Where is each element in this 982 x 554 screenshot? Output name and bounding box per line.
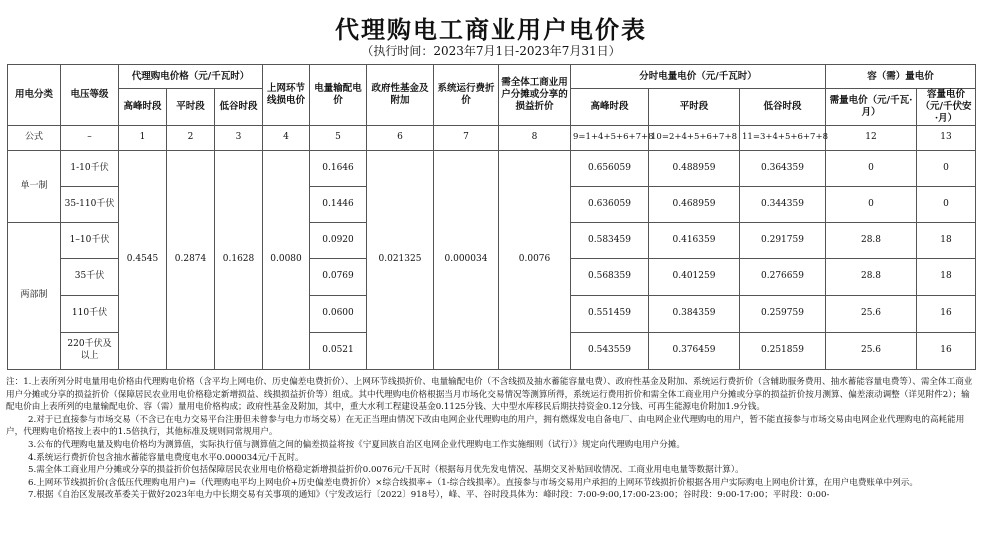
tou-valley-cell: 0.344359 bbox=[740, 186, 826, 222]
capacity-cell: 16 bbox=[917, 332, 976, 369]
tou-valley-cell: 0.291759 bbox=[740, 222, 826, 258]
capacity-cell: 0 bbox=[917, 150, 976, 186]
demand-cell: 0 bbox=[826, 150, 917, 186]
header-trans-loss: 上网环节线损电价 bbox=[263, 65, 310, 126]
tou-flat-cell: 0.468959 bbox=[649, 186, 740, 222]
shared-loss-share: 0.0076 bbox=[499, 150, 571, 369]
transmission-cell: 0.0521 bbox=[310, 332, 367, 369]
formula-cell: 12 bbox=[826, 125, 917, 150]
formula-cell: 4 bbox=[263, 125, 310, 150]
header-peak: 高峰时段 bbox=[119, 89, 167, 126]
formula-cell: 10=2+4+5+6+7+8 bbox=[649, 125, 740, 150]
category-single: 单一制 bbox=[8, 150, 61, 222]
formula-cell: 2 bbox=[167, 125, 215, 150]
voltage-cell: 35-110千伏 bbox=[61, 186, 119, 222]
header-loss-share: 需全体工商业用户分摊或分享的损益折价 bbox=[499, 65, 571, 126]
formula-cell: 9=1+4+5+6+7+8 bbox=[571, 125, 649, 150]
note-6: 6.上网环节线损折价(含低压代理购电用户)=（代理购电平均上网电价+历史偏差电费折价）×综合线损率÷（1-综合线损率）。直接参与市场交易用户承担的上网环节线损折价根据各用户实际购电上网电价计算，在用户电费账单中列示。 bbox=[28, 477, 918, 488]
demand-cell: 25.6 bbox=[826, 295, 917, 332]
demand-cell: 28.8 bbox=[826, 222, 917, 258]
note-2: 2.对于已直接参与市场交易（不含已在电力交易平台注册但未曾参与电力市场交易）在无正当理由情况下改由电网企业代理购电的用户，拥有燃煤发电自备电厂、由电网企业代理购电的用户，暂不能直接参与市场交易由电网企业代理购电的高耗能用户，代理购电价格按上表中的1.5倍执行，其他标准及规则同常规用户。 bbox=[6, 414, 965, 438]
tou-valley-cell: 0.364359 bbox=[740, 150, 826, 186]
capacity-cell: 18 bbox=[917, 222, 976, 258]
price-table bbox=[7, 64, 976, 370]
voltage-cell: 220千伏及以上 bbox=[61, 332, 119, 369]
tou-flat-cell: 0.376459 bbox=[649, 332, 740, 369]
voltage-cell: 35千伏 bbox=[61, 258, 119, 295]
tou-flat-cell: 0.488959 bbox=[649, 150, 740, 186]
voltage-cell: 110千伏 bbox=[61, 295, 119, 332]
formula-cell: 6 bbox=[367, 125, 434, 150]
shared-flat: 0.2874 bbox=[167, 150, 215, 369]
tou-valley-cell: 0.259759 bbox=[740, 295, 826, 332]
shared-peak: 0.4545 bbox=[119, 150, 167, 369]
transmission-cell: 0.1646 bbox=[310, 150, 367, 186]
header-tou-valley: 低谷时段 bbox=[740, 89, 826, 126]
formula-voltage: – bbox=[61, 125, 119, 150]
tou-peak-cell: 0.543559 bbox=[571, 332, 649, 369]
voltage-cell: 1–10千伏 bbox=[61, 222, 119, 258]
note-7: 7.根据《自治区发展改革委关于做好2023年电力中长期交易有关事项的通知》（宁发改运行〔2022〕918号），峰、平、谷时段具体为：峰时段：7:00-9:00,17:00-23:00；谷时段：9:00-17:00；平时段：0:00- bbox=[28, 490, 830, 501]
category-two-part: 两部制 bbox=[8, 222, 61, 369]
header-tou-peak: 高峰时段 bbox=[571, 89, 649, 126]
formula-cell: 13 bbox=[917, 125, 976, 150]
note-4: 4.系统运行费折价包含抽水蓄能容量电费度电水平0.000034元/千瓦时。 bbox=[28, 452, 304, 463]
tou-valley-cell: 0.276659 bbox=[740, 258, 826, 295]
table-row bbox=[8, 150, 976, 186]
header-valley: 低谷时段 bbox=[215, 89, 263, 126]
page-subtitle: （执行时间：2023年7月1日-2023年7月31日） bbox=[361, 44, 621, 58]
formula-row bbox=[8, 125, 976, 150]
tou-flat-cell: 0.416359 bbox=[649, 222, 740, 258]
header-transmission: 电量输配电价 bbox=[310, 65, 367, 126]
header-voltage: 电压等级 bbox=[61, 65, 119, 126]
formula-cell: 11=3+4+5+6+7+8 bbox=[740, 125, 826, 150]
tou-peak-cell: 0.568359 bbox=[571, 258, 649, 295]
header-category: 用电分类 bbox=[8, 65, 61, 126]
header-gov-fund: 政府性基金及附加 bbox=[367, 65, 434, 126]
header-proxy-price: 代理购电价格（元/千瓦时） bbox=[119, 65, 263, 89]
shared-gov-fund: 0.021325 bbox=[367, 150, 434, 369]
header-system-fee: 系统运行费折价 bbox=[434, 65, 499, 126]
header-capacity-group: 容（需）量电价 bbox=[826, 65, 976, 89]
formula-cell: 1 bbox=[119, 125, 167, 150]
header-capacity: 容量电价（元/千伏安·月） bbox=[917, 89, 976, 126]
tou-peak-cell: 0.551459 bbox=[571, 295, 649, 332]
transmission-cell: 0.1446 bbox=[310, 186, 367, 222]
note-3: 3.公布的代理购电量及购电价格均为测算值，实际执行值与测算值之间的偏差损益将按《宁夏回族自治区电网企业代理购电工作实施细则（试行）》规定向代理购电用户分摊。 bbox=[28, 439, 686, 450]
formula-cell: 8 bbox=[499, 125, 571, 150]
tou-peak-cell: 0.636059 bbox=[571, 186, 649, 222]
tou-peak-cell: 0.656059 bbox=[571, 150, 649, 186]
demand-cell: 28.8 bbox=[826, 258, 917, 295]
demand-cell: 25.6 bbox=[826, 332, 917, 369]
demand-cell: 0 bbox=[826, 186, 917, 222]
page-title: 代理购电工商业用户电价表 bbox=[335, 15, 647, 44]
note-1: 注：1.上表所列分时电量用电价格由代理购电价格（含平均上网电价、历史偏差电费折价）、上网环节线损折价、电量输配电价（不含线损及抽水蓄能容量电费）、政府性基金及附加、系统运行费折价（含辅助服务费用、抽水蓄能容量电费等）、需全体工商业用户分摊或分享的损益折价（保障居民农业用电价格稳定新增损益、线损损益折价等）组成。其中代理购电价格根据当月市场化交易情况等测算所得，系统运行费用折价和需全体工商业用户分摊或分享的损益折价按月测算、偏差滚动调整（详见附件2）；输配电价由上表所列的电量输配电价、容（需）量用电价格构成；政府性基金及附加，其中，重大水利工程建设基金0.1125分钱、大中型水库移民后期扶持资金0.12分钱、可再生能源电价附加1.9分钱。 bbox=[6, 377, 973, 413]
capacity-cell: 0 bbox=[917, 186, 976, 222]
voltage-cell: 1-10千伏 bbox=[61, 150, 119, 186]
formula-cell: 7 bbox=[434, 125, 499, 150]
header-demand: 需量电价（元/千瓦·月） bbox=[826, 89, 917, 126]
tou-flat-cell: 0.401259 bbox=[649, 258, 740, 295]
capacity-cell: 16 bbox=[917, 295, 976, 332]
transmission-cell: 0.0600 bbox=[310, 295, 367, 332]
formula-label: 公式 bbox=[8, 125, 61, 150]
shared-valley: 0.1628 bbox=[215, 150, 263, 369]
transmission-cell: 0.0920 bbox=[310, 222, 367, 258]
header-tou-flat: 平时段 bbox=[649, 89, 740, 126]
tou-valley-cell: 0.251859 bbox=[740, 332, 826, 369]
note-5: 5.需全体工商业用户分摊或分享的损益折价包括保障居民农业用电价格稳定新增损益折价0.0076元/千瓦时（根据每月优先发电情况、基期交叉补贴回收情况、工商业用电电量等数据计算）。 bbox=[28, 465, 744, 476]
capacity-cell: 18 bbox=[917, 258, 976, 295]
formula-cell: 3 bbox=[215, 125, 263, 150]
formula-cell: 5 bbox=[310, 125, 367, 150]
header-tou-price: 分时电量电价（元/千瓦时） bbox=[571, 65, 826, 89]
shared-trans-loss: 0.0080 bbox=[263, 150, 310, 369]
tou-peak-cell: 0.583459 bbox=[571, 222, 649, 258]
tou-flat-cell: 0.384359 bbox=[649, 295, 740, 332]
header-flat: 平时段 bbox=[167, 89, 215, 126]
shared-system-fee: 0.000034 bbox=[434, 150, 499, 369]
transmission-cell: 0.0769 bbox=[310, 258, 367, 295]
notes bbox=[6, 376, 976, 502]
